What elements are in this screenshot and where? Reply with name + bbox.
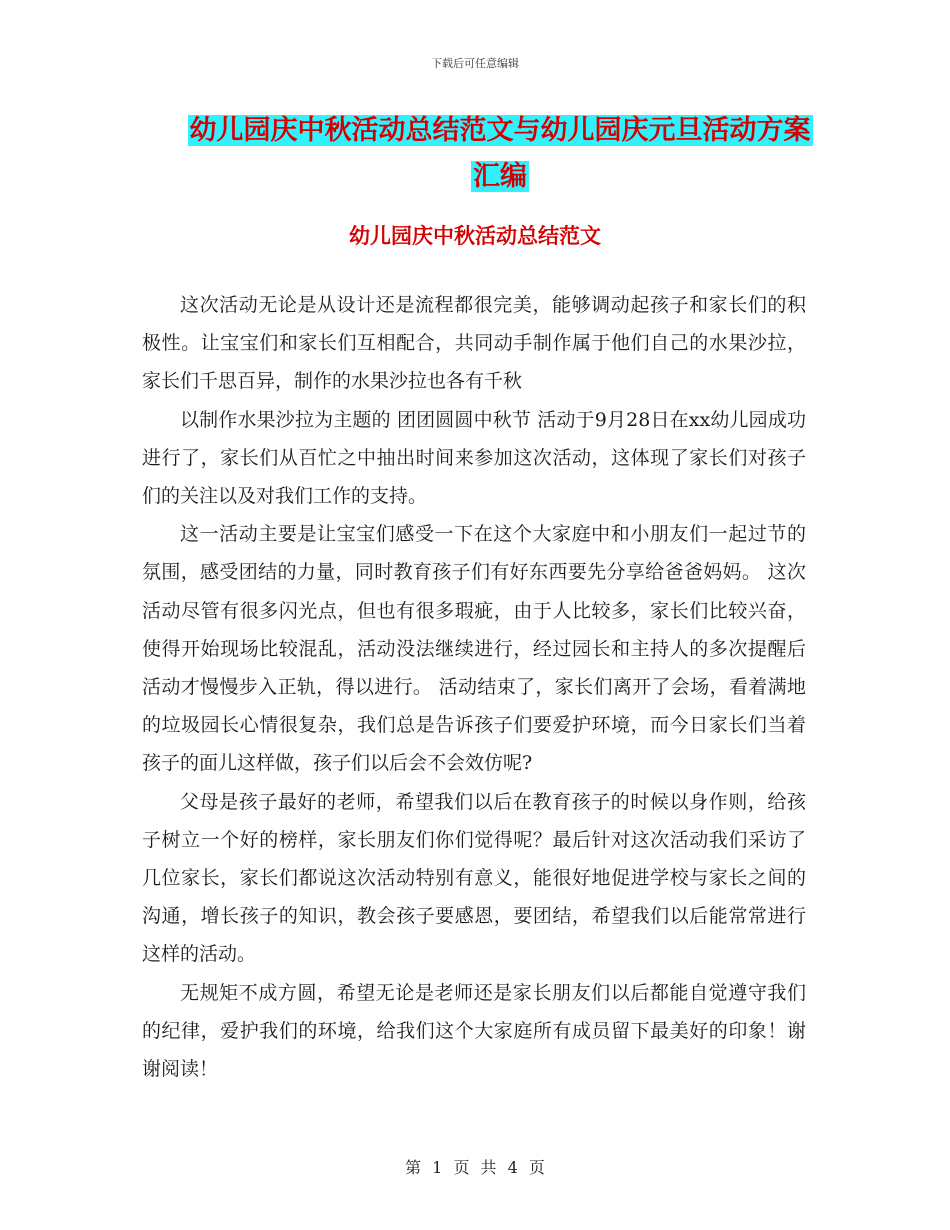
section-title: 幼儿园庆中秋活动总结范文: [349, 223, 601, 248]
body-paragraph: 以制作水果沙拉为主题的 团团圆圆中秋节 活动于9月28日在xx幼儿园成功进行了，家长们从百忙之中抽出时间来参加这次活动，这体现了家长们对孩子们的关注以及对我们工作的支持。: [142, 408, 806, 508]
document-body: [142, 286, 806, 1088]
body-paragraph: 无规矩不成方圆，希望无论是老师还是家长朋友们以后都能自觉遵守我们的纪律，爱护我们的环境，给我们这个大家庭所有成员留下最美好的印象！谢谢阅读！: [142, 981, 806, 1081]
document-title-line2: 汇编: [473, 161, 527, 192]
document-title: [150, 108, 850, 200]
body-paragraph: 这一活动主要是让宝宝们感受一下在这个大家庭中和小朋友们一起过节的氛围，感受团结的力量，同时教育孩子们有好东西要先分享给爸爸妈妈。 这次活动尽管有很多闪光点，但也有很多瑕疵，由于人比较多，家长们比较兴奋，使得开始现场比较混乱，活动没法继续进行，经过园长和主持人的多次提醒后活动才慢慢步入正轨，得以进行。 活动结束了，家长们离开了会场，看着满地的垃圾园长心情很复杂，我们总是告诉孩子们要爱护环境，而今日家长们当着孩子的面儿这样做，孩子们以后会不会效仿呢?: [142, 523, 806, 775]
page-number: 第 1 页 共 4 页: [405, 1158, 545, 1177]
header-note: 下载后可任意编辑: [431, 57, 519, 70]
body-paragraph: 这次活动无论是从设计还是流程都很完美，能够调动起孩子和家长们的积极性。让宝宝们和家长们互相配合，共同动手制作属于他们自己的水果沙拉，家长们千思百异，制作的水果沙拉也各有千秋: [142, 294, 806, 393]
body-paragraph: 父母是孩子最好的老师，希望我们以后在教育孩子的时候以身作则，给孩子树立一个好的榜样，家长朋友们你们觉得呢？最后针对这次活动我们采访了几位家长，家长们都说这次活动特别有意义，能很好地促进学校与家长之间的沟通，增长孩子的知识，教会孩子要感恩，要团结，希望我们以后能常常进行这样的活动。: [142, 790, 806, 966]
document-title-line1: 幼儿园庆中秋活动总结范文与幼儿园庆元旦活动方案: [189, 115, 811, 146]
